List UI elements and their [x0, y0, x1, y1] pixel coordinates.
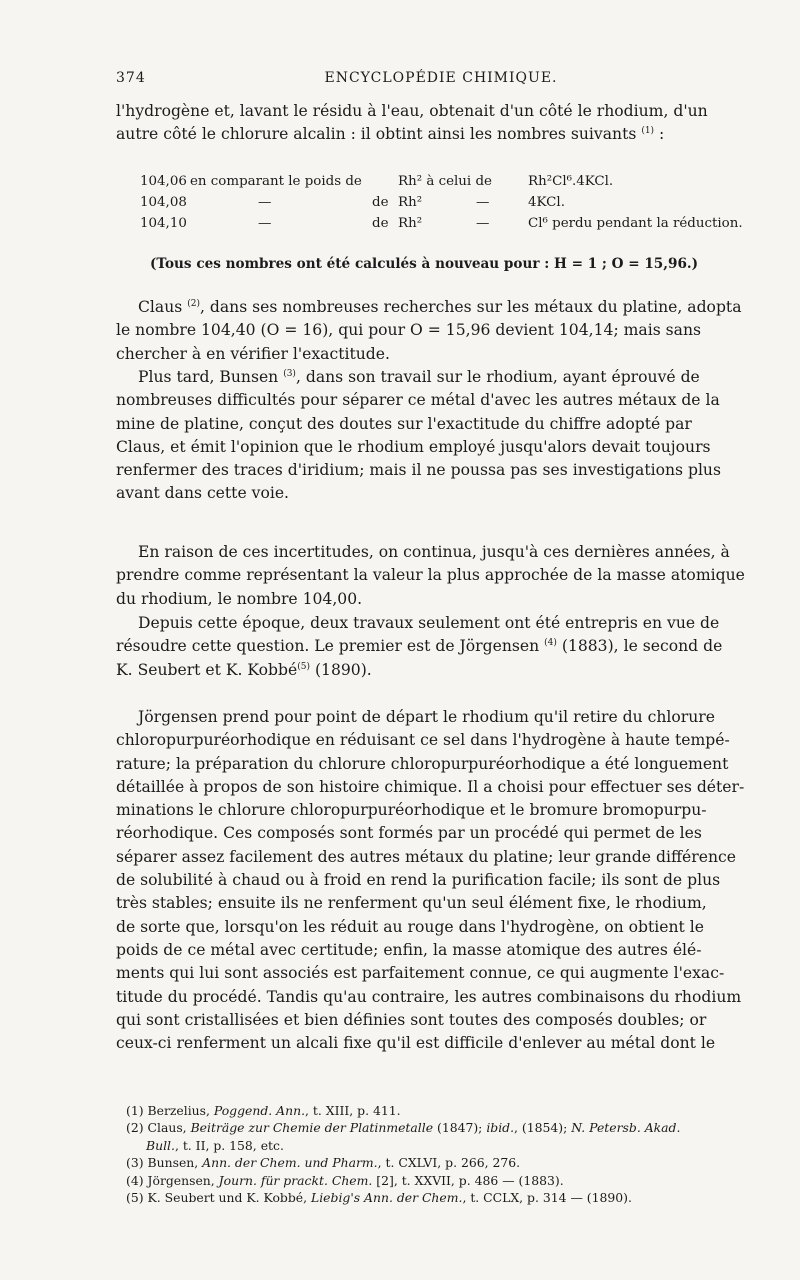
text-line: renfermer des traces d'iridium; mais il ne poussa pas ses investigations plus [116, 461, 721, 480]
table-cell-what: 4KCl. [528, 195, 565, 210]
running-header [116, 70, 766, 94]
table-cell-value: 104,06 [140, 174, 187, 189]
text-line: de solubilité à chaud ou à froid en rend la purification facile; ils sont de plus [116, 871, 721, 890]
text-line: qui sont cristallisées et bien définies sont toutes des composés doubles; or [116, 1010, 707, 1029]
table-cell-of: Rh² à celui de [398, 174, 492, 189]
text-line: (1890). [309, 660, 372, 679]
text-line: séparer assez facilement des autres métaux du platine; leur grande différence [116, 847, 736, 866]
footnote-ref-4: (4) [544, 638, 557, 649]
footnote-4: (4) Jörgensen, Journ. für prackt. Chem. [2], t. XXVII, p. 486 — (1883). [126, 1172, 564, 1188]
running-title: ENCYCLOPÉDIE CHIMIQUE. [324, 70, 558, 86]
paragraph-incertitudes [116, 541, 766, 611]
footnote-2: (2) Claus, Beiträge zur Chemie der Platinmetalle (1847); ibid., (1854); N. Petersb. Akad. [126, 1120, 681, 1136]
text-line: mine de platine, conçut des doutes sur l'exactitude du chiffre adopté par [116, 414, 692, 433]
table-cell-of: Rh² [398, 195, 423, 210]
table-cell-value: 104,10 [140, 216, 187, 231]
footnote-ref-1: (1) [641, 126, 655, 137]
text-line: En raison de ces incertitudes, on continua, jusqu'à ces dernières années, à [138, 543, 730, 561]
footnote-3: (3) Bunsen, Ann. der Chem. und Pharm., t. CXLVI, p. 266, 276. [126, 1155, 521, 1171]
table-cell-dash: — [258, 195, 272, 210]
text-line: chercher à en vérifier l'exactitude. [116, 344, 390, 363]
text-line: titude du procédé. Tandis qu'au contraire, les autres combinaisons du rhodium [116, 987, 742, 1006]
footnote-ref-2: (2) [187, 298, 200, 309]
table-row [140, 216, 770, 237]
footnote-5: (5) K. Seubert und K. Kobbé, Liebig's Ann. der Chem., t. CCLX, p. 314 — (1890). [126, 1190, 632, 1206]
text-line: ceux-ci renferment un alcali fixe qu'il est difficile d'enlever au métal dont le [116, 1034, 716, 1053]
text-line: autre côté le chlorure alcalin : il obtint ainsi les nombres suivants [116, 125, 637, 144]
text-line: Jörgensen prend pour point de départ le rhodium qu'il retire du chlorure [138, 708, 715, 726]
table-cell-what: Rh²Cl⁶.4KCl. [528, 174, 614, 189]
text-line: : [654, 125, 665, 144]
text-line: Claus, et émit l'opinion que le rhodium employé jusqu'alors devait toujours [116, 437, 711, 456]
table-cell-sep: — [476, 216, 490, 231]
text-line: Claus [138, 298, 183, 316]
text-line: poids de ce métal avec certitude; enfin, la masse atomique des autres élé- [116, 940, 702, 959]
text-line: (1883), le second de [556, 637, 723, 656]
footnote-2-cont: Bull., t. II, p. 158, etc. [146, 1137, 284, 1153]
paragraph-travaux [116, 612, 766, 682]
text-line: chloropurpuréorhodique en réduisant ce sel dans l'hydrogène à haute tempé- [116, 731, 730, 750]
text-line: , dans ses nombreuses recherches sur les métaux du platine, adopta [199, 298, 742, 316]
text-line: le nombre 104,40 (O = 16), qui pour O = 15,96 devient 104,14; mais sans [116, 321, 702, 340]
text-line: résoudre cette question. Le premier est de Jörgensen [116, 637, 540, 656]
text-line: prendre comme représentant la valeur la plus approchée de la masse atomique [116, 566, 745, 585]
footnote-ref-5: (5) [297, 661, 310, 672]
calculation-note: (Tous ces nombres ont été calculés à nouveau pour : H = 1 ; O = 15,96.) [150, 256, 699, 272]
paragraph-claus [116, 296, 766, 366]
table-cell-dash: — [258, 216, 272, 231]
paragraph-bunsen [116, 366, 766, 506]
text-line: K. Seubert et K. Kobbé [116, 660, 298, 679]
values-table [140, 174, 770, 237]
table-cell-de: de [372, 216, 389, 231]
text-line: très stables; ensuite ils ne renferment qu'un seul élément fixe, le rhodium, [116, 894, 707, 913]
text-line: Depuis cette époque, deux travaux seulement ont été entrepris en vue de [138, 614, 720, 632]
paragraph-jorgensen [116, 706, 766, 1055]
text-line: minations le chlorure chloropurpuréorhodique et le bromure bromopurpu- [116, 801, 707, 820]
table-cell-what: Cl⁶ perdu pendant la réduction. [528, 216, 743, 231]
text-line: détaillée à propos de son histoire chimique. Il a choisi pour effectuer ses déter- [116, 777, 745, 796]
text-line: , dans son travail sur le rhodium, ayant éprouvé de [295, 368, 700, 386]
text-line: l'hydrogène et, lavant le résidu à l'eau, obtenait d'un côté le rhodium, d'un [116, 102, 708, 120]
text-line: avant dans cette voie. [116, 484, 290, 503]
table-cell-value: 104,08 [140, 195, 187, 210]
table-cell-sep: — [476, 195, 490, 210]
text-line: rature; la préparation du chlorure chloropurpuréorhodique a été longuement [116, 754, 729, 773]
footnote-1: (1) Berzelius, Poggend. Ann., t. XIII, p. 411. [126, 1103, 401, 1118]
table-cell-desc: en comparant le poids de [190, 174, 362, 189]
text-line: du rhodium, le nombre 104,00. [116, 589, 363, 608]
text-line: Plus tard, Bunsen [138, 368, 279, 386]
intro-paragraph [116, 100, 766, 147]
text-line: de sorte que, lorsqu'on les réduit au rouge dans l'hydrogène, on obtient le [116, 917, 704, 936]
text-line: nombreuses difficultés pour séparer ce métal d'avec les autres métaux de la [116, 391, 720, 410]
table-row [140, 174, 770, 195]
footnotes [126, 1102, 776, 1206]
text-line: réorhodique. Ces composés sont formés par un procédé qui permet de les [116, 824, 702, 843]
page-number: 374 [116, 70, 146, 86]
table-cell-de: de [372, 195, 389, 210]
footnote-ref-3: (3) [283, 368, 296, 379]
table-cell-of: Rh² [398, 216, 423, 231]
text-line: ments qui lui sont associés est parfaitement connue, ce qui augmente l'exac- [116, 964, 725, 983]
table-row [140, 195, 770, 216]
